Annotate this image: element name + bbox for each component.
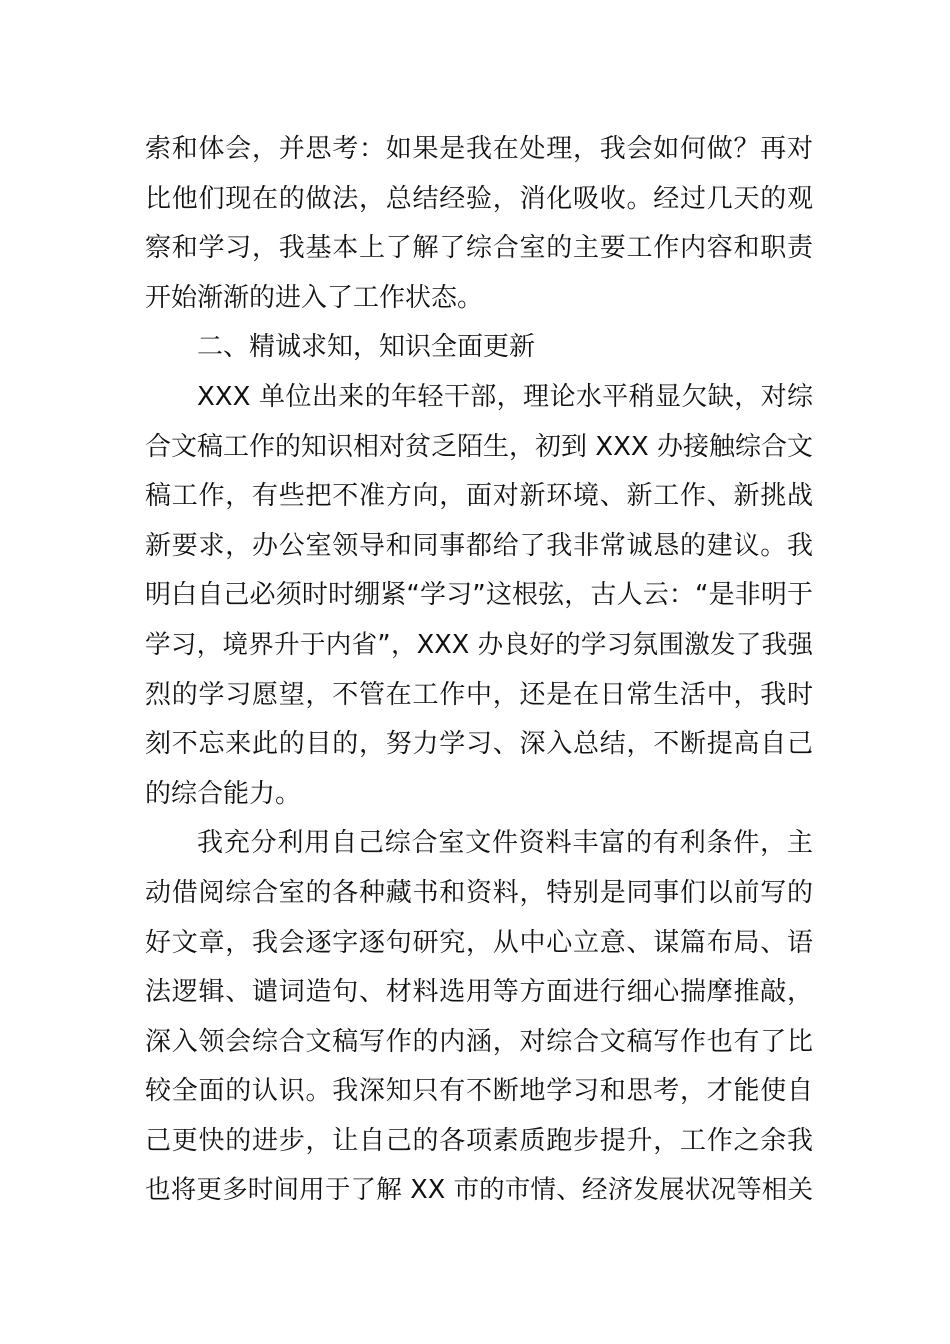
section-heading: 二、精诚求知，知识全面更新 [197,332,536,363]
text-line-20: 较全面的认识。我深知只有不断地学习和思考，才能使自 [145,1076,813,1107]
text-line-17: 好文章，我会逐字逐句研究，从中心立意、谋篇布局、语 [145,927,813,958]
text-line-12: 烈的学习愿望，不管在工作中，还是在日常生活中，我时 [145,679,813,710]
text-line-16: 动借阅综合室的各种藏书和资料，特别是同事们以前写的 [145,877,813,908]
text-line-2: 比他们现在的做法，总结经验，消化吸收。经过几天的观 [145,183,813,214]
text-line-19: 深入领会综合文稿写作的内涵，对综合文稿写作也有了比 [145,1026,813,1057]
text-line-9: 新要求，办公室领导和同事都给了我非常诚恳的建议。我 [145,530,813,561]
text-line-15: 我充分利用自己综合室文件资料丰富的有利条件，主 [197,828,813,859]
text-line-1: 索和体会，并思考：如果是我在处理，我会如何做？再对 [145,134,813,164]
text-line-7: 合文稿工作的知识相对贫乏陌生，初到 XXX 办接触综合文 [145,431,813,462]
text-line-6: XXX 单位出来的年轻干部，理论水平稍显欠缺，对综 [197,381,813,412]
text-line-21: 己更快的进步，让自己的各项素质跑步提升，工作之余我 [145,1125,813,1156]
text-line-22: 也将更多时间用于了解 XX 市的市情、经济发展状况等相关 [145,1175,813,1206]
body-text [145,125,813,1216]
text-line-10: 明白自己必须时时绷紧“学习”这根弦，古人云：“是非明于 [145,580,813,611]
text-line-14: 的综合能力。 [145,778,302,809]
text-line-11: 学习，境界升于内省”，XXX 办良好的学习氛围激发了我强 [145,629,813,660]
text-line-18: 法逻辑、谴词造句、材料选用等方面进行细心揣摩推敲， [145,977,813,1008]
text-line-13: 刻不忘来此的目的，努力学习、深入总结，不断提高自己 [145,729,813,760]
text-line-4: 开始渐渐的进入了工作状态。 [145,282,484,313]
text-line-8: 稿工作，有些把不准方向，面对新环境、新工作、新挑战 [145,481,813,512]
text-line-3: 察和学习，我基本上了解了综合室的主要工作内容和职责 [145,233,813,264]
